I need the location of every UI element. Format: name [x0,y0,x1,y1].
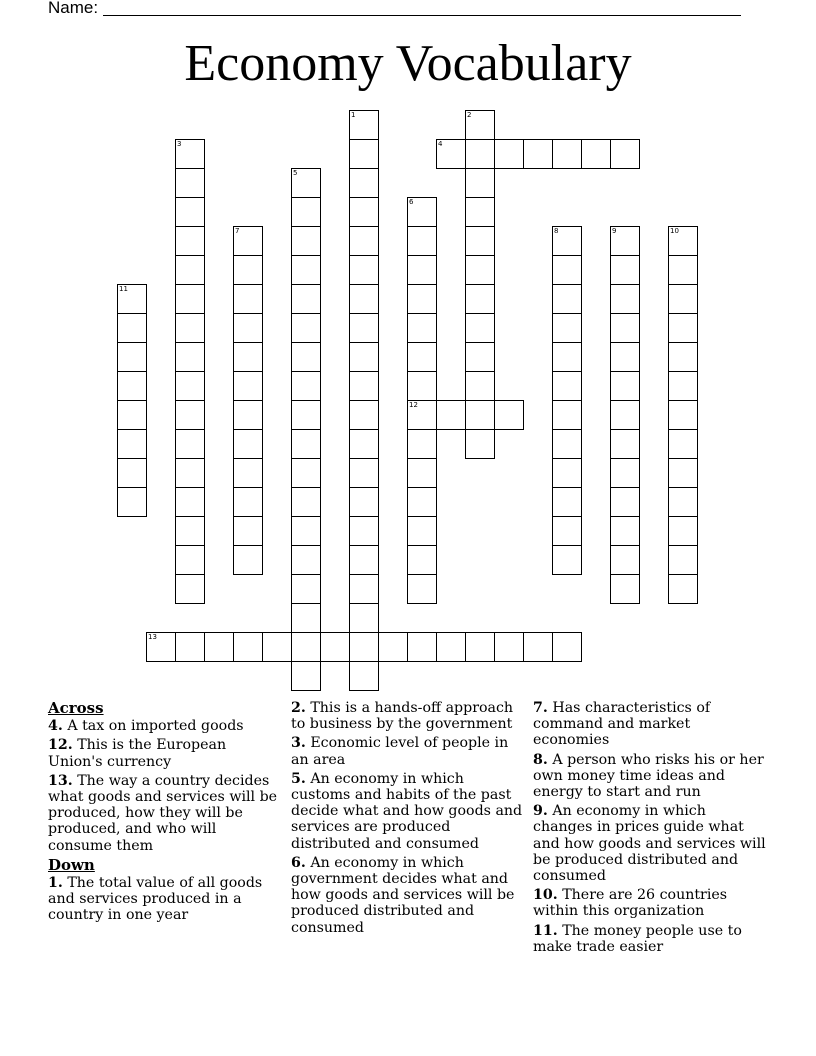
grid-cell[interactable] [465,429,495,459]
clue-number: 2 [467,111,472,119]
grid-cell[interactable] [291,632,321,662]
grid-cell[interactable] [552,545,582,575]
grid-cell[interactable] [552,516,582,546]
grid-cell[interactable] [407,284,437,314]
grid-cell[interactable] [349,516,379,546]
clue-number: 7 [235,227,240,235]
grid-cell[interactable] [668,342,698,372]
grid-cell[interactable] [233,255,263,285]
grid-cell[interactable] [668,313,698,343]
grid-cell[interactable] [436,400,466,430]
clue-number: 3 [177,140,182,148]
grid-cell[interactable] [610,516,640,546]
grid-cell[interactable] [407,632,437,662]
grid-cell[interactable] [175,574,205,604]
grid-cell[interactable] [465,371,495,401]
grid-cell[interactable] [552,632,582,662]
grid-cell[interactable] [349,197,379,227]
grid-cell[interactable] [175,400,205,430]
grid-cell[interactable] [552,284,582,314]
grid-cell[interactable] [407,516,437,546]
across-heading: Across [48,699,104,717]
grid-cell[interactable] [610,487,640,517]
grid-cell[interactable] [291,487,321,517]
clue-down-1: 1. The total value of all goods and services produced in a country in one year [48,875,263,924]
grid-cell[interactable] [175,371,205,401]
grid-cell[interactable] [117,400,147,430]
grid-cell[interactable] [407,197,437,227]
grid-cell[interactable] [291,516,321,546]
grid-cell[interactable] [233,342,263,372]
grid-cell[interactable] [407,458,437,488]
grid-cell[interactable] [117,284,147,314]
grid-cell[interactable] [175,487,205,517]
clue-number: 8 [554,227,559,235]
grid-cell[interactable] [349,429,379,459]
grid-cell[interactable] [610,429,640,459]
grid-cell[interactable] [407,400,437,430]
grid-cell[interactable] [610,342,640,372]
grid-cell[interactable] [436,632,466,662]
grid-cell[interactable] [291,545,321,575]
grid-cell[interactable] [610,284,640,314]
grid-cell[interactable] [233,226,263,256]
grid-cell[interactable] [668,226,698,256]
clue-down-3: 3. Economic level of people in an area [291,735,509,768]
grid-cell[interactable] [233,516,263,546]
grid-cell[interactable] [552,342,582,372]
grid-cell[interactable] [117,487,147,517]
clue-across-13: 13. The way a country decides what goods and services will be produced, how they will be produced, and who will consume them [48,772,278,854]
grid-cell[interactable] [552,371,582,401]
grid-cell[interactable] [407,487,437,517]
grid-cell[interactable] [610,574,640,604]
grid-cell[interactable] [407,342,437,372]
name-label: Name: [48,0,99,17]
grid-cell[interactable] [117,342,147,372]
clue-column-1 [48,700,283,927]
grid-cell[interactable] [233,371,263,401]
grid-cell[interactable] [407,371,437,401]
grid-cell[interactable] [465,226,495,256]
grid-cell[interactable] [407,226,437,256]
grid-cell[interactable] [407,255,437,285]
grid-cell[interactable] [291,284,321,314]
grid-cell[interactable] [349,458,379,488]
grid-cell[interactable] [610,400,640,430]
grid-cell[interactable] [291,574,321,604]
grid-cell[interactable] [175,516,205,546]
grid-cell[interactable] [494,632,524,662]
grid-cell[interactable] [610,313,640,343]
grid-cell[interactable] [175,632,205,662]
grid-cell[interactable] [465,313,495,343]
grid-cell[interactable] [175,458,205,488]
grid-cell[interactable] [668,371,698,401]
clue-number: 13 [148,633,157,641]
clue-down-7: 7. Has characteristics of command and market economies [533,700,711,749]
grid-cell[interactable] [552,313,582,343]
grid-cell[interactable] [204,632,234,662]
grid-cell[interactable] [117,313,147,343]
clue-down-8: 8. A person who risks his or her own money time ideas and energy to start and run [533,751,764,801]
grid-cell[interactable] [465,139,495,169]
grid-cell[interactable] [349,226,379,256]
grid-cell[interactable] [465,168,495,198]
grid-cell[interactable] [233,400,263,430]
grid-cell[interactable] [610,371,640,401]
grid-cell[interactable] [465,284,495,314]
name-line[interactable] [103,15,741,16]
grid-cell[interactable] [465,110,495,140]
grid-cell[interactable] [349,342,379,372]
grid-cell[interactable] [291,226,321,256]
grid-cell[interactable] [610,458,640,488]
grid-cell[interactable] [175,429,205,459]
grid-cell[interactable] [349,603,379,633]
grid-cell[interactable] [291,661,321,691]
clue-column-3 [533,700,768,958]
grid-cell[interactable] [291,400,321,430]
grid-cell[interactable] [117,371,147,401]
grid-cell[interactable] [465,400,495,430]
grid-cell[interactable] [610,226,640,256]
grid-cell[interactable] [349,487,379,517]
grid-cell[interactable] [668,284,698,314]
grid-cell[interactable] [668,574,698,604]
grid-cell[interactable] [175,342,205,372]
grid-cell[interactable] [668,545,698,575]
grid-cell[interactable] [117,458,147,488]
grid-cell[interactable] [581,139,611,169]
grid-cell[interactable] [233,313,263,343]
grid-cell[interactable] [494,400,524,430]
grid-cell[interactable] [349,168,379,198]
grid-cell[interactable] [668,255,698,285]
grid-cell[interactable] [349,400,379,430]
grid-cell[interactable] [668,400,698,430]
grid-cell[interactable] [552,255,582,285]
grid-cell[interactable] [494,139,524,169]
grid-cell[interactable] [175,255,205,285]
clue-number: 10 [670,227,679,235]
clue-number: 4 [438,140,443,148]
grid-cell[interactable] [668,516,698,546]
clue-number: 9 [612,227,617,235]
grid-cell[interactable] [552,458,582,488]
clue-down-10: 10. There are 26 countries within this organization [533,887,728,920]
clue-down-9: 9. An economy in which changes in prices guide what and how goods and services will be produced distributed and consumed [533,803,766,885]
grid-cell[interactable] [291,429,321,459]
grid-cell[interactable] [233,632,263,662]
clue-down-11: 11. The money people use to make trade easier [533,922,742,955]
grid-cell[interactable] [291,458,321,488]
grid-cell[interactable] [349,313,379,343]
grid-cell[interactable] [349,284,379,314]
grid-cell[interactable] [262,632,292,662]
grid-cell[interactable] [523,139,553,169]
grid-cell[interactable] [233,545,263,575]
clue-number: 11 [119,285,128,293]
grid-cell[interactable] [407,574,437,604]
grid-cell[interactable] [291,255,321,285]
grid-cell[interactable] [233,429,263,459]
grid-cell[interactable] [407,429,437,459]
grid-cell[interactable] [233,487,263,517]
grid-cell[interactable] [349,632,379,662]
grid-cell[interactable] [552,487,582,517]
grid-cell[interactable] [349,371,379,401]
grid-cell[interactable] [146,632,176,662]
grid-cell[interactable] [465,255,495,285]
grid-cell[interactable] [668,487,698,517]
grid-cell[interactable] [349,110,379,140]
clue-down-5: 5. An economy in which customs and habits of the past decide what and how goods and services are produced distributed and consumed [291,770,523,852]
grid-cell[interactable] [291,603,321,633]
grid-cell[interactable] [175,226,205,256]
grid-cell[interactable] [291,313,321,343]
grid-cell[interactable] [407,545,437,575]
grid-cell[interactable] [349,574,379,604]
clue-across-12: 12. This is the European Union's currency [48,737,227,770]
grid-cell[interactable] [378,632,408,662]
grid-cell[interactable] [465,342,495,372]
clue-number: 6 [409,198,414,206]
grid-cell[interactable] [349,545,379,575]
grid-cell[interactable] [175,139,205,169]
grid-cell[interactable] [175,313,205,343]
grid-cell[interactable] [465,197,495,227]
grid-cell[interactable] [175,545,205,575]
grid-cell[interactable] [175,197,205,227]
down-heading: Down [48,855,95,874]
grid-cell[interactable] [233,284,263,314]
grid-cell[interactable] [552,429,582,459]
grid-cell[interactable] [291,371,321,401]
grid-cell[interactable] [175,284,205,314]
clue-down-6: 6. An economy in which government decides what and how goods and services will be produced distributed and consumed [291,854,515,936]
grid-cell[interactable] [349,661,379,691]
grid-cell[interactable] [291,197,321,227]
clue-column-2 [291,700,527,939]
clue-number: 12 [409,401,418,409]
clue-across-4: 4. A tax on imported goods [48,718,244,735]
grid-cell[interactable] [523,632,553,662]
grid-cell[interactable] [610,255,640,285]
grid-cell[interactable] [610,545,640,575]
page-title: Economy Vocabulary [184,35,632,92]
grid-cell[interactable] [552,400,582,430]
grid-cell[interactable] [291,168,321,198]
grid-cell[interactable] [668,458,698,488]
grid-cell[interactable] [436,139,466,169]
grid-cell[interactable] [668,429,698,459]
grid-cell[interactable] [552,226,582,256]
grid-cell[interactable] [610,139,640,169]
grid-cell[interactable] [233,458,263,488]
grid-cell[interactable] [465,632,495,662]
grid-cell[interactable] [320,632,350,662]
clue-number: 5 [293,169,298,177]
grid-cell[interactable] [117,429,147,459]
grid-cell[interactable] [175,168,205,198]
grid-cell[interactable] [407,313,437,343]
grid-cell[interactable] [349,139,379,169]
clue-number: 1 [351,111,356,119]
grid-cell[interactable] [349,255,379,285]
clue-down-2: 2. This is a hands-off approach to business by the government [291,700,514,733]
grid-cell[interactable] [552,139,582,169]
grid-cell[interactable] [291,342,321,372]
